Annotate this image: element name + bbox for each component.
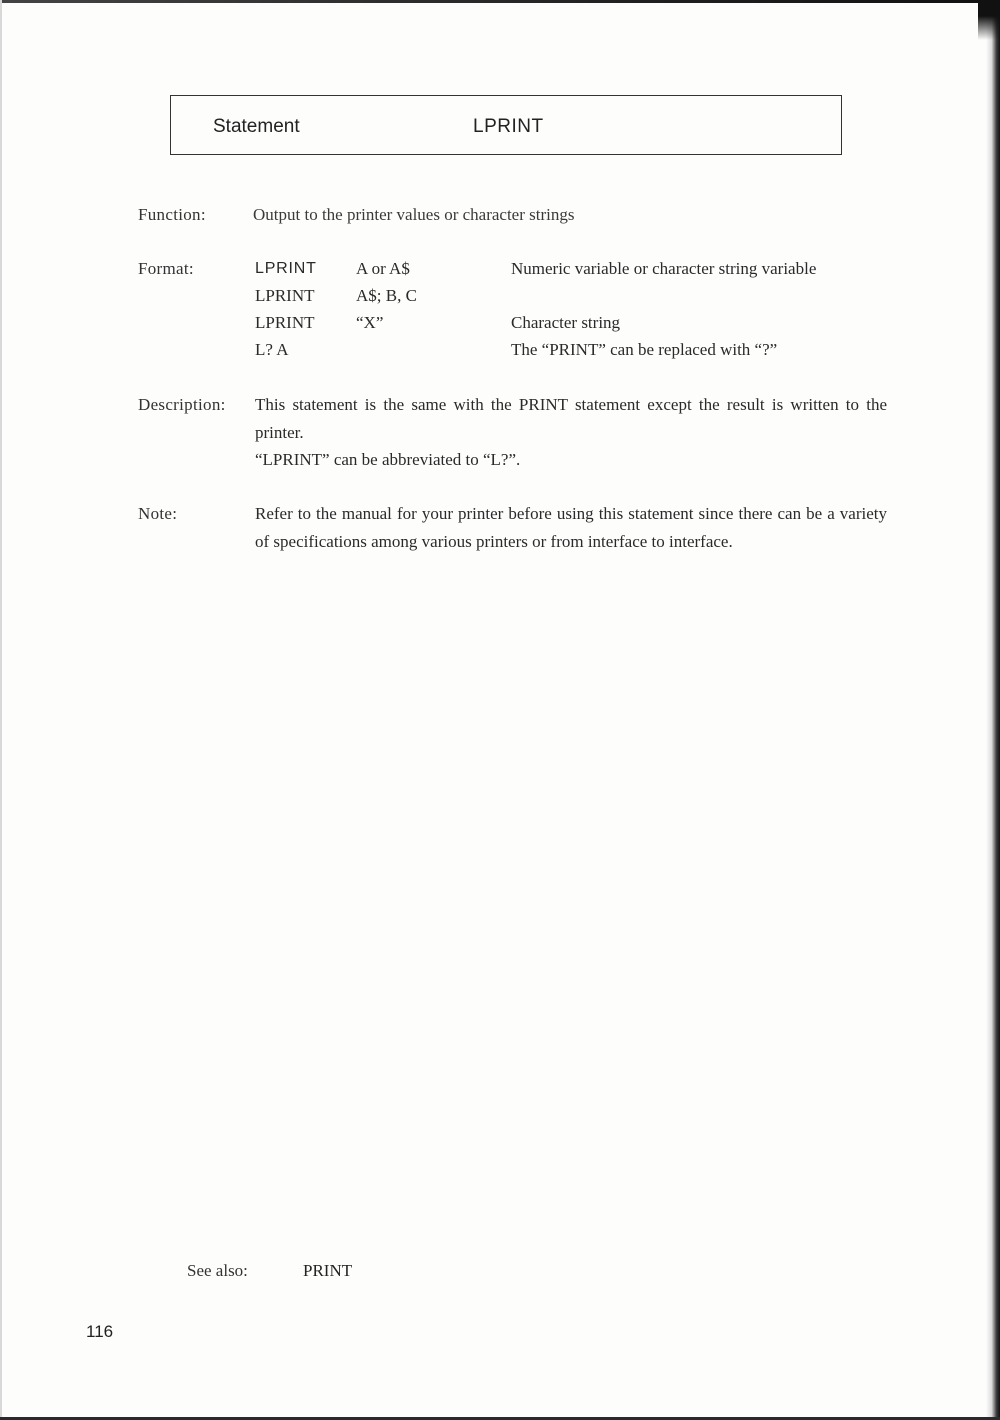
- page-number: 116: [86, 1322, 114, 1341]
- scan-edge-corner: [978, 0, 1000, 40]
- format-row-3-command: LPRINT: [255, 313, 315, 332]
- function-label: Function:: [138, 205, 206, 224]
- format-row-2-args: A$; B, C: [356, 286, 417, 305]
- statement-kind: Statement: [213, 116, 300, 137]
- format-row-1-command: LPRINT: [255, 260, 317, 277]
- description-body: [255, 391, 887, 474]
- format-row-3-args: “X”: [356, 313, 384, 332]
- format-row-1-comment: Numeric variable or character string variable: [511, 259, 817, 278]
- format-row-3-comment: Character string: [511, 313, 621, 332]
- format-row-4-comment: The “PRINT” can be replaced with “?”: [511, 340, 778, 359]
- statement-header-box: [170, 95, 842, 155]
- note-label: Note:: [138, 504, 178, 523]
- see-also-link: PRINT: [303, 1261, 353, 1280]
- statement-name: LPRINT: [473, 116, 544, 137]
- format-row-2-command: LPRINT: [255, 286, 315, 305]
- description-paragraph-2: “LPRINT” can be abbreviated to “L?”.: [255, 450, 521, 469]
- scan-edge-top: [0, 0, 1000, 3]
- note-body: [255, 500, 887, 555]
- scan-edge-left: [0, 0, 2, 1420]
- scan-edge-right: [986, 0, 1000, 1420]
- description-paragraph-1: This statement is the same with the PRINT statement except the result is written to the printer.: [255, 395, 887, 442]
- format-row-1-args: A or A$: [356, 259, 410, 278]
- function-text: Output to the printer values or character strings: [253, 205, 575, 224]
- format-row-4-command: L? A: [255, 340, 289, 359]
- see-also-label: See also:: [187, 1261, 248, 1280]
- description-label: Description:: [138, 395, 226, 414]
- format-label: Format:: [138, 259, 194, 278]
- note-paragraph: Refer to the manual for your printer before using this statement since there can be a variety of specifications among various printers or from interface to interface.: [255, 504, 887, 551]
